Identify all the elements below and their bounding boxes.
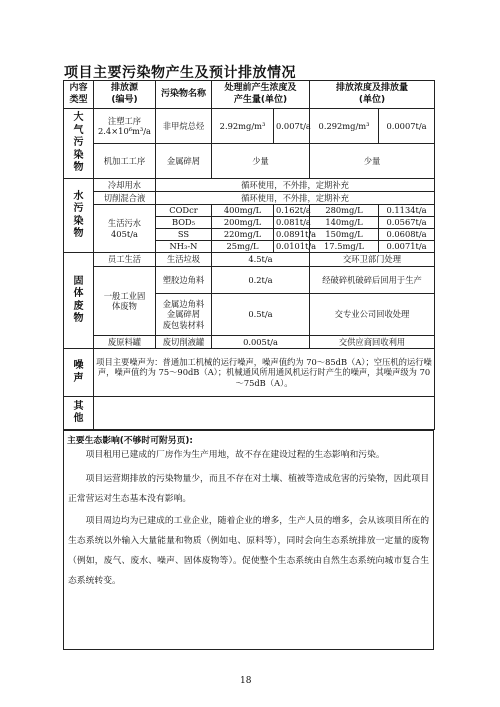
water-item-q2: 0.0071t/a <box>379 241 435 253</box>
solid-pollutant-3: 金属边角料 金属碎屑 废包装材料 <box>156 294 212 336</box>
air-pollutant-2: 金属碎屑 <box>156 144 212 179</box>
solid-disposal-4: 交供应商回收利用 <box>310 336 435 349</box>
solid-amount-3: 0.5t/a <box>212 294 310 336</box>
air-source-2: 机加工工序 <box>94 144 156 179</box>
water-item-q2: 0.1134t/a <box>379 205 435 217</box>
water-item-c1: 220mg/L <box>212 229 274 241</box>
water-item-c2: 140mg/L <box>310 217 379 229</box>
header-pollutant: 污染物名称 <box>156 81 212 109</box>
other-content <box>94 397 435 430</box>
solid-source-4: 废原料罐 <box>94 336 156 349</box>
solid-pollutant-4: 废切削液罐 <box>156 336 212 349</box>
water-item-c1: 25mg/L <box>212 241 274 253</box>
table-row <box>64 179 435 192</box>
water-item-name: NH₃-N <box>156 241 212 253</box>
pollutant-table <box>63 80 435 430</box>
water-item-q1: 0.162t/a <box>274 205 310 217</box>
air-qty-after: 0.0007t/a <box>379 109 435 144</box>
water-item-q2: 0.0608t/a <box>379 229 435 241</box>
water-item-c2: 280mg/L <box>310 205 379 217</box>
air-source-1: 注塑工序 2.4×10⁶m³/a <box>94 109 156 144</box>
water-item-name: SS <box>156 229 212 241</box>
table-row <box>64 192 435 205</box>
water-source-2: 切削混合液 <box>94 192 156 205</box>
header-after: 排放浓度及排放量 (单位) <box>310 81 435 109</box>
ecology-title: 主要生态影响(不够时可附另页): <box>67 436 193 446</box>
water-item-q2: 0.0567t/a <box>379 217 435 229</box>
ecology-paragraph-1: 项目租用已建成的厂房作为生产用地，故不存在建设过程的生态影响和污染。 <box>85 450 385 460</box>
header-before: 处理前产生浓度及 产生量(单位) <box>212 81 310 109</box>
water-item-c2: 17.5mg/L <box>310 241 379 253</box>
solid-amount-1: 4.5t/a <box>212 253 310 267</box>
noise-text: 项目主要噪声为：普通加工机械的运行噪声，噪声值约为 70～85dB（A）；空压机的运行噪声，噪声值约为 75～90dB（A）；机械通风所用通风机运行时产生的噪声，其噪声级为 70～75dB（A）。 <box>94 349 435 397</box>
solid-amount-4: 0.005t/a <box>212 336 310 349</box>
header-source: 排放源 (编号) <box>94 81 156 109</box>
water-item-q1: 0.0101t/a <box>274 241 310 253</box>
category-air: 大气污染物 <box>64 109 94 179</box>
table-row <box>64 205 435 217</box>
water-domestic-source: 生活污水 405t/a <box>94 205 156 253</box>
air-conc-after: 0.292mg/m³ <box>310 109 379 144</box>
ecology-paragraph-2: 项目运营期排放的污染物量少，而且不存在对土壤、植被等造成危害的污染物，因此项目正常营运对生态基本没有影响。 <box>68 474 429 504</box>
solid-pollutant-1: 生活垃圾 <box>156 253 212 267</box>
water-item-c1: 400mg/L <box>212 205 274 217</box>
table-row <box>64 144 435 179</box>
water-item-c1: 200mg/L <box>212 217 274 229</box>
table-row <box>64 109 435 144</box>
header-type: 内容 类型 <box>64 81 94 109</box>
solid-pollutant-2: 塑胶边角料 <box>156 267 212 294</box>
ecology-paragraph-3: 项目周边均为已建成的工业企业，随着企业的增多，生产人员的增多，会从该项目所在的生态系统以外输入大量能量和物质（例如电、原料等），同时会向生态系统排放一定量的废物（例如，废气、废水、噪声、固体废物等）。促使整个生态系统由自然生态系统向城市复合生态系统转变。 <box>68 516 429 586</box>
air-conc-before: 2.92mg/m³ <box>212 109 274 144</box>
water-item-q1: 0.081t/a <box>274 217 310 229</box>
category-other: 其他 <box>64 397 94 430</box>
solid-general-source: 一般工业固 体废物 <box>94 267 156 336</box>
water-source-1: 冷却用水 <box>94 179 156 192</box>
table-row <box>64 349 435 397</box>
water-text-1: 循环使用，不外排，定期补充 <box>156 179 435 192</box>
water-text-2: 循环使用，不外排，定期补充 <box>156 192 435 205</box>
air-after-2: 少量 <box>310 144 435 179</box>
water-item-q1: 0.0891t/a <box>274 229 310 241</box>
table-row <box>64 397 435 430</box>
solid-disposal-1: 交环卫部门处理 <box>310 253 435 267</box>
ecology-section <box>63 430 434 650</box>
table-row <box>64 253 435 267</box>
water-item-name: BOD₅ <box>156 217 212 229</box>
air-qty-before: 0.007t/a <box>274 109 310 144</box>
page-number: 18 <box>240 676 252 686</box>
category-noise: 噪声 <box>64 349 94 397</box>
solid-disposal-2: 经破碎机破碎后回用于生产 <box>310 267 435 294</box>
air-pollutant-1: 非甲烷总烃 <box>156 109 212 144</box>
table-row <box>64 267 435 294</box>
table-header <box>64 81 435 109</box>
solid-disposal-3: 交专业公司回收处理 <box>310 294 435 336</box>
air-before-2: 少量 <box>212 144 310 179</box>
category-water: 水污染物 <box>64 179 94 253</box>
page-title: 项目主要污染物产生及预计排放情况 <box>64 65 296 81</box>
water-item-name: CODcr <box>156 205 212 217</box>
table-row <box>64 336 435 349</box>
solid-amount-2: 0.2t/a <box>212 267 310 294</box>
solid-source-1: 员工生活 <box>94 253 156 267</box>
water-item-c2: 150mg/L <box>310 229 379 241</box>
category-solid: 固体废物 <box>64 253 94 349</box>
